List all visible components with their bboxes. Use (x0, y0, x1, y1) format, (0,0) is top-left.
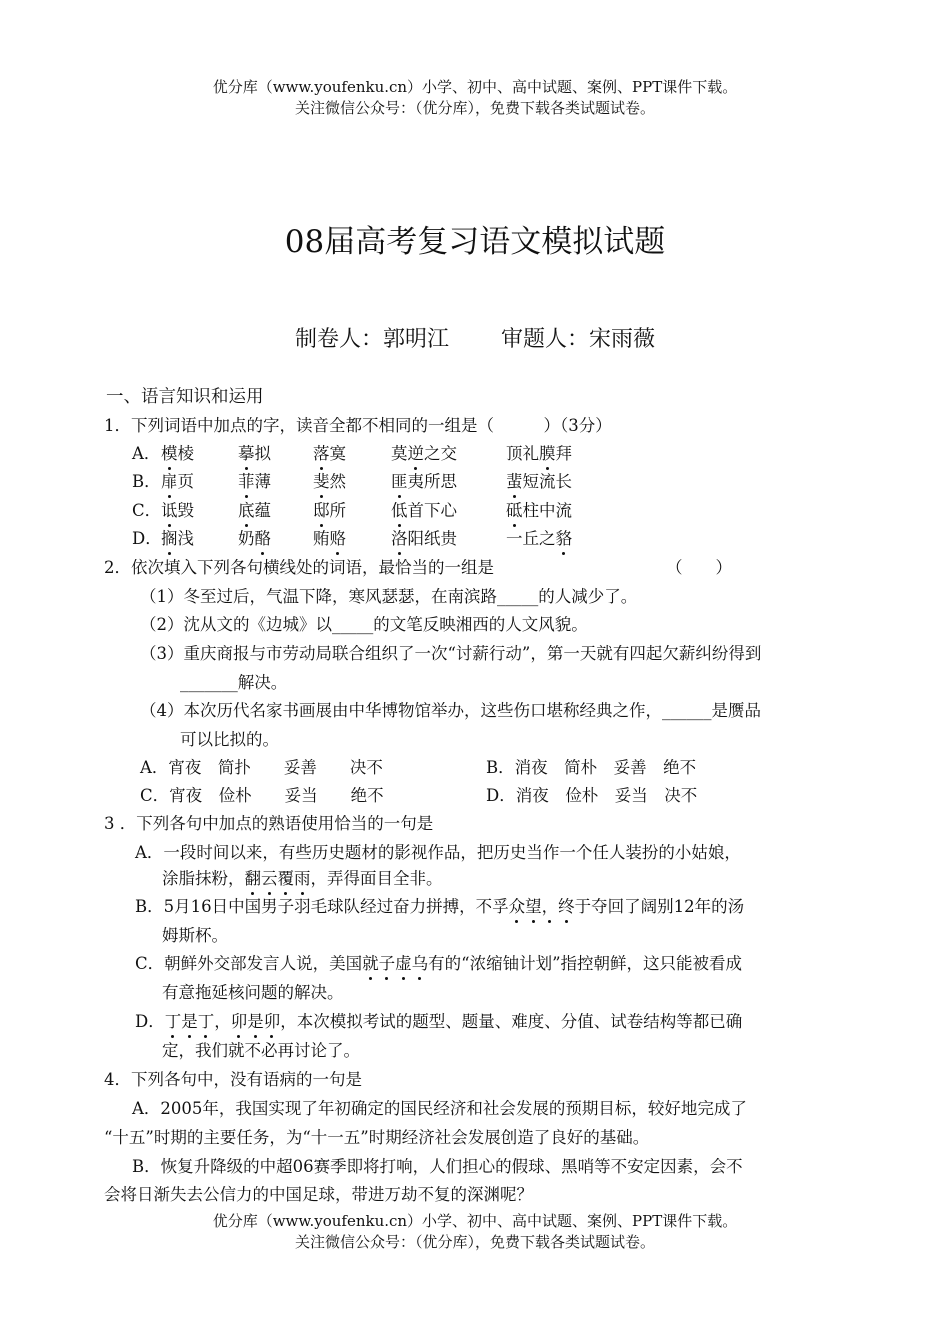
q1-word: 砥柱中流 (506, 497, 572, 521)
emphasis-dot-char: 诋 (161, 497, 178, 521)
emphasis-dot-char: 众 (509, 893, 526, 917)
q3-option-c-cont: 有意拖延核问题的解决。 (162, 983, 344, 1002)
emphasis-dot-char: 模 (161, 440, 178, 464)
q3-option-d-cont: 定，我们就不必再讨论了。 (162, 1041, 360, 1060)
emphasis-dot-char: 底 (238, 497, 255, 521)
q4-option-b: B．恢复升降级的中超06赛季即将打响，人们担心的假球、黑哨等不安定因素，会不 (132, 1157, 743, 1176)
emphasis-dot-char: 蜚 (506, 468, 523, 492)
q1-option-label: B． (132, 472, 161, 491)
q1-word: 落寞 (313, 440, 346, 464)
emphasis-dot-char: 扉 (161, 468, 178, 492)
q2-sentence-4: （4）本次历代名家书画展由中华博物馆举办，这些伤口堪称经典之作，______是赝品 (140, 701, 761, 720)
q3-option-c: C．朝鲜外交部发言人说，美国就子虚乌有的“浓缩铀计划”指控朝鲜，这只能被看成 (135, 950, 742, 974)
q3-stem: 3 ．下列各句中加点的熟语使用恰当的一句是 (104, 814, 434, 833)
document-title: 08届高考复习语文模拟试题 (284, 224, 666, 260)
reviewer: 审题人：宋雨薇 (501, 327, 656, 352)
emphasis-dot-char: 搁 (161, 525, 178, 549)
emphasis-dot-char: 菲 (238, 468, 255, 492)
q3-option-b: B．5月16日中国男子羽毛球队经过奋力拼搏，不孚众望，终于夺回了阔别12年的汤 (135, 893, 744, 917)
emphasis-dot-char: 虚 (395, 950, 412, 974)
emphasis-dot-char: 落 (313, 440, 330, 464)
emphasis-dot-char: 酪 (255, 525, 272, 549)
emphasis-dot-char: 砥 (506, 497, 523, 521)
q1-word: 搁浅 (161, 525, 194, 549)
header-line-2: 关注微信公众号：（优分库），免费下载各类试题试卷。 (294, 99, 655, 117)
q2-sentence-1: （1）冬至过后，气温下降，寒风瑟瑟，在南滨路_____的人减少了。 (140, 587, 638, 606)
q1-word: 顶礼膜拜 (506, 440, 572, 464)
emphasis-dot-char: 丁 (165, 1008, 182, 1032)
q2-answer-paren: （ ） (666, 558, 732, 577)
q2-sentence-2: （2）沈从文的《边城》以_____的文笔反映湘西的人文风貌。 (140, 615, 588, 634)
emphasis-dot-char: 邸 (313, 497, 330, 521)
emphasis-dot-char: 翻 (245, 865, 262, 889)
emphasis-dot-char: 斐 (313, 468, 330, 492)
q2-option-b: B．消夜 简朴 妥善 绝不 (486, 758, 697, 777)
q1-word: 洛阳纸贵 (391, 525, 457, 549)
page-header (0, 77, 950, 119)
emphasis-dot-char: 膜 (539, 440, 556, 464)
q4-option-a: A．2005年，我国实现了年初确定的国民经济和社会发展的预期目标，较好地完成了 (132, 1099, 747, 1118)
q1-word: 奶酪 (238, 525, 271, 549)
emphasis-dot-char: 洛 (391, 525, 408, 549)
q2-option-c: C．宵夜 俭朴 妥当 绝不 (140, 786, 384, 805)
footer-line-2: 关注微信公众号：（优分库），免费下载各类试题试卷。 (294, 1233, 655, 1251)
emphasis-dot-char: 乌 (412, 950, 429, 974)
q1-word: 摹拟 (238, 440, 271, 464)
emphasis-dot-char: 是 (181, 1008, 198, 1032)
q3-option-a-cont: 涂脂抹粉，翻云覆雨，弄得面目全非。 (162, 865, 443, 889)
q2-option-d: D．消夜 俭朴 妥当 决不 (486, 786, 698, 805)
q1-option-label: C． (132, 501, 162, 520)
q1-stem: 1．下列词语中加点的字，读音全都不相同的一组是（ ）（3分） (104, 416, 612, 435)
emphasis-dot-char: 卯 (264, 1008, 281, 1032)
q1-word: 蜚短流长 (506, 468, 572, 492)
q1-word: 贿赂 (313, 525, 346, 549)
emphasis-dot-char: 卯 (231, 1008, 248, 1032)
emphasis-dot-char: 望 (525, 893, 542, 917)
emphasis-dot-char: 貉 (556, 525, 573, 549)
q1-word: 低首下心 (391, 497, 457, 521)
q1-word: 诋毁 (161, 497, 194, 521)
q1-word: 一丘之貉 (506, 525, 572, 549)
q1-option-label: D． (132, 529, 162, 548)
emphasis-dot-char: 覆 (278, 865, 295, 889)
header-line-1: 优分库（www.youfenku.cn）小学、初中、高中试题、案例、PPT课件下载。 (212, 78, 738, 96)
maker: 制卷人：郭明江 (294, 327, 449, 352)
q2-sentence-3-cont: _______解决。 (180, 673, 288, 692)
q1-word: 模棱 (161, 440, 194, 464)
q1-word: 底蕴 (238, 497, 271, 521)
authors-line (0, 322, 950, 353)
emphasis-dot-char: 云 (261, 865, 278, 889)
emphasis-dot-char: 低 (391, 497, 408, 521)
emphasis-dot-char: 丁 (198, 1008, 215, 1032)
q1-option-label: A． (132, 444, 161, 463)
q2-sentence-3: （3）重庆商报与市劳动局联合组织了一次“讨薪行动”，第一天就有四起欠薪纠纷得到 (140, 644, 762, 663)
q1-word: 邸所 (313, 497, 346, 521)
emphasis-dot-char: 摹 (238, 440, 255, 464)
emphasis-dot-char: 子 (379, 950, 396, 974)
q3-option-b-cont: 姆斯杯。 (162, 926, 228, 945)
emphasis-dot-char: 逆 (408, 440, 425, 464)
q1-word: 莫逆之交 (391, 440, 457, 464)
q4-option-b-cont: 会将日渐失去公信力的中国足球，带进万劫不复的深渊呢？ (104, 1185, 533, 1204)
page-footer (0, 1211, 950, 1253)
q2-option-a: A．宵夜 简扑 妥善 决不 (140, 758, 383, 777)
section-heading: 一、语言知识和运用 (106, 387, 264, 407)
q4-stem: 4．下列各句中，没有语病的一句是 (104, 1070, 362, 1089)
q1-word: 匪夷所思 (391, 468, 457, 492)
q1-word: 菲薄 (238, 468, 271, 492)
q2-sentence-4-cont: 可以比拟的。 (180, 730, 279, 749)
emphasis-dot-char: 终 (558, 893, 575, 917)
emphasis-dot-char: ， (542, 893, 559, 917)
q1-word: 斐然 (313, 468, 346, 492)
emphasis-dot-char: 雨 (294, 865, 311, 889)
q2-stem: 2．依次填入下列各句横线处的词语，最恰当的一组是 (104, 558, 494, 577)
emphasis-dot-char: 赂 (330, 525, 347, 549)
footer-line-1: 优分库（www.youfenku.cn）小学、初中、高中试题、案例、PPT课件下载。 (212, 1212, 738, 1230)
emphasis-dot-char: 是 (247, 1008, 264, 1032)
q4-option-a-cont: “十五”时期的主要任务，为“十一五”时期经济社会发展创造了良好的基础。 (104, 1128, 650, 1147)
q3-option-d: D．丁是丁，卯是卯，本次模拟考试的题型、题量、难度、分值、试卷结构等都已确 (135, 1008, 742, 1032)
emphasis-dot-char: 就 (362, 950, 379, 974)
emphasis-dot-char: 匪 (391, 468, 408, 492)
q3-option-a: A．一段时间以来，有些历史题材的影视作品，把历史当作一个任人装扮的小姑娘， (135, 843, 741, 862)
q1-word: 扉页 (161, 468, 194, 492)
